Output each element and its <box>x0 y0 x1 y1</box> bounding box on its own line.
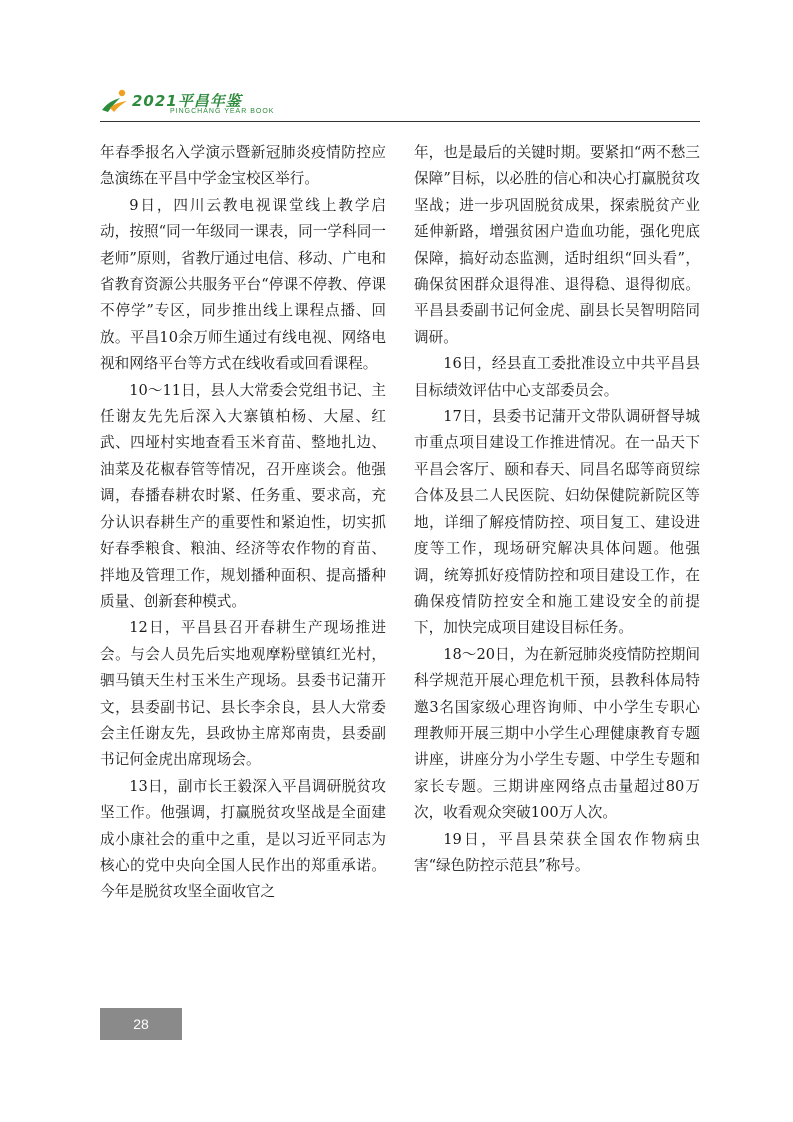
paragraph: 10～11日，县人大常委会党组书记、主任谢友先先后深入大寨镇柏杨、大屋、红武、四垭村实地查看玉米育苗、整地扎边、油菜及花椒春管等情况，召开座谈会。他强调，春播春耕农时紧、任务重、要求高，充分认识春耕生产的重要性和紧迫性，切实抓好春季粮食、粮油、经济等农作物的育苗、拌地及管理工作，规划播种面积、提高播种质量、创新套种模式。 <box>100 381 386 610</box>
paragraph: 9日，四川云教电视课堂线上教学启动，按照“同一年级同一课表，同一学科同一老师”原则，省教厅通过电信、移动、广电和省教育资源公共服务平台“停课不停教、停课不停学”专区，同步推出线上课程点播、回放。平昌10余万师生通过有线电视、网络电视和网络平台等方式在线收看或回看课程。 <box>100 196 386 373</box>
yearbook-subtitle: PINGCHANG YEAR BOOK <box>170 108 275 115</box>
right-column <box>414 140 700 879</box>
header-divider <box>100 121 700 122</box>
runner-logo-icon <box>100 88 130 116</box>
left-column <box>100 140 386 906</box>
paragraph: 16日，经县直工委批准设立中共平昌县目标绩效评估中心支部委员会。 <box>414 355 700 399</box>
yearbook-title: 2021平昌年鉴 <box>132 92 242 110</box>
paragraph: 18～20日，为在新冠肺炎疫情防控期间科学规范开展心理危机干预，县教科体局特邀3名国家级心理咨询师、中小学生专职心理教师开展三期中小学生心理健康教育专题讲座，讲座分为小学生专题、中学生专题和家长专题。三期讲座网络点击量超过80万次，收看观众突破100万人次。 <box>414 645 700 822</box>
paragraph: 19日，平昌县荣获全国农作物病虫害“绿色防控示范县”称号。 <box>414 830 700 874</box>
running-header <box>100 88 700 120</box>
paragraph: 13日，副市长王毅深入平昌调研脱贫攻坚工作。他强调，打赢脱贫攻坚战是全面建成小康社会的重中之重，是以习近平同志为核心的党中央向全国人民作出的郑重承诺。今年是脱贫攻坚全面收官之 <box>100 777 386 901</box>
paragraph: 17日，县委书记蒲开文带队调研督导城市重点项目建设工作推进情况。在一品天下平昌会客厅、颐和春天、同昌名邸等商贸综合体及县二人民医院、妇幼保健院新院区等地，详细了解疫情防控、项目复工、建设进度等工作，现场研究解决具体问题。他强调，统筹抓好疫情防控和项目建设工作，在确保疫情防控安全和施工建设安全的前提下，加快完成项目建设目标任务。 <box>414 408 700 637</box>
paragraph: 年，也是最后的关键时期。要紧扣“两不愁三保障”目标，以必胜的信心和决心打赢脱贫攻坚战；进一步巩固脱贫成果，探索脱贫产业延伸新路，增强贫困户造血功能，强化兜底保障，搞好动态监测，适时组织“回头看”，确保贫困群众退得准、退得稳、退得彻底。平昌县委副书记何金虎、副县长吴智明陪同调研。 <box>414 144 700 346</box>
page-number: 28 <box>133 1016 149 1032</box>
paragraph: 年春季报名入学演示暨新冠肺炎疫情防控应急演练在平昌中学金宝校区举行。 <box>100 144 386 188</box>
page-number-box <box>100 1008 182 1040</box>
paragraph: 12日，平昌县召开春耕生产现场推进会。与会人员先后实地观摩粉壁镇红光村，驷马镇天生村玉米生产现场。县委书记蒲开文，县委副书记、县长李余良，县人大常委会主任谢友先，县政协主席郑南贵，县委副书记何金虎出席现场会。 <box>100 619 386 769</box>
